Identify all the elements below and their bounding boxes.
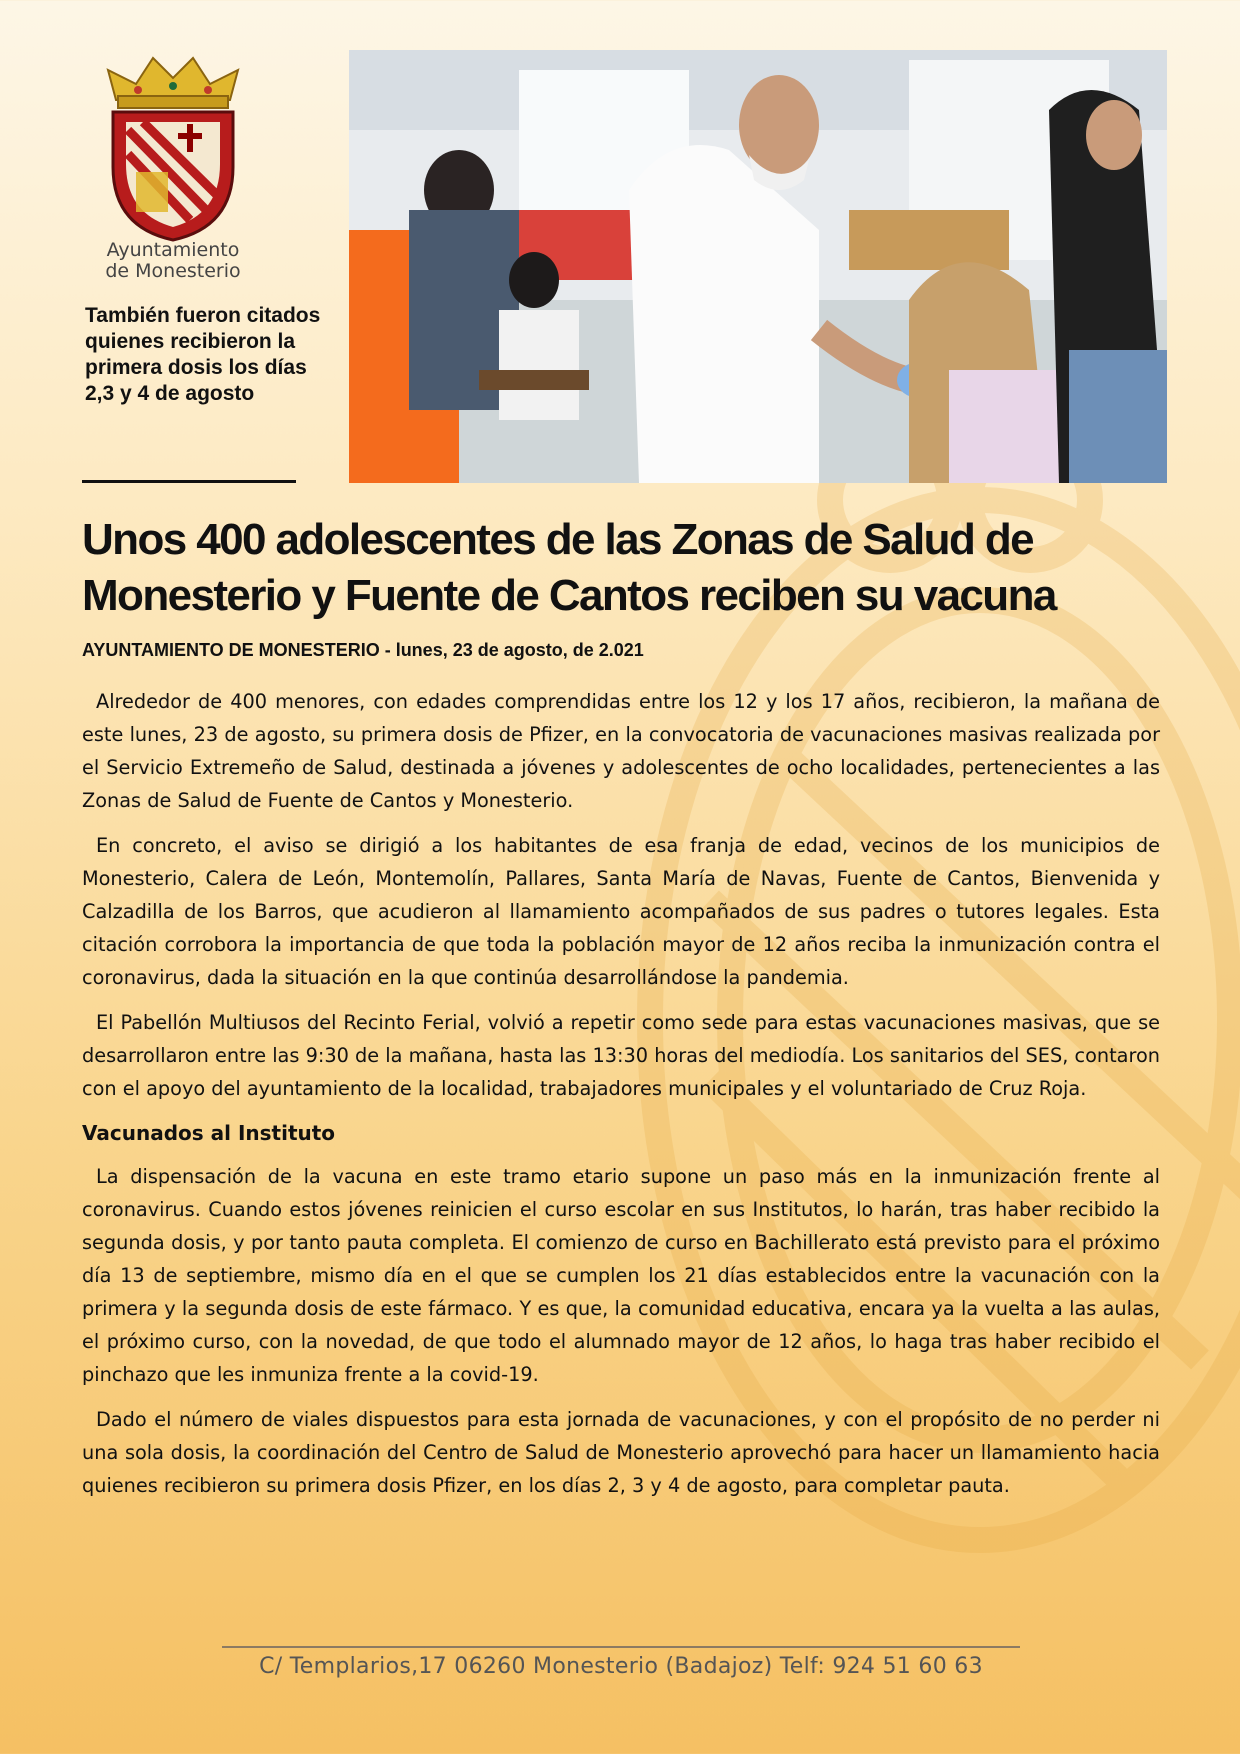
paragraph-5: Dado el número de viales dispuestos para esta jornada de vacunaciones, y con el propósito de no perder ni una sola dosis, la coordinación del Centro de Salud de Monesterio aprovechó para hacer un llamamiento hacia quienes recibieron su primera dosis Pfizer, en los días 2, 3 y 4 de agosto, para completar pauta. [82, 1408, 1160, 1497]
article-body [82, 685, 1160, 1514]
footer-divider [222, 1646, 1020, 1648]
footer-address: C/ Templarios,17 06260 Monesterio (Badajoz) Telf: 924 51 60 63 [259, 1654, 983, 1679]
section-heading: Vacunados al Instituto [82, 1121, 336, 1145]
coat-of-arms-logo [98, 52, 248, 242]
paragraph-1: Alrededor de 400 menores, con edades comprendidas entre los 12 y los 17 años, recibieron, la mañana de este lunes, 23 de agosto, su primera dosis de Pfizer, en la convocatoria de vacunaciones masivas realizada por el Servicio Extremeño de Salud, destinada a jóvenes y adolescentes de ocho localidades, pertenecientes a las Zonas de Salud de Fuente de Cantos y Monesterio. [82, 690, 1160, 812]
paragraph-2: En concreto, el aviso se dirigió a los habitantes de esa franja de edad, vecinos de los municipios de Monesterio, Calera de León, Montemolín, Pallares, Santa María de Navas, Fuente de Cantos, Bienvenida y Calzadilla de los Barros, que acudieron al llamamiento acompañados de sus padres o tutores legales. Esta citación corrobora la importancia de que toda la población mayor de 12 años reciba la inmunización contra el coronavirus, dada la situación en la que continúa desarrollándose la pandemia. [82, 834, 1160, 989]
paragraph-4: La dispensación de la vacuna en este tramo etario supone un paso más en la inmunización frente al coronavirus. Cuando estos jóvenes reinicien el curso escolar en sus Institutos, lo harán, tras haber recibido la segunda dosis, y por tanto pauta completa. El comienzo de curso en Bachillerato está previsto para el próximo día 13 de septiembre, mismo día en el que se cumplen los 21 días establecidos entre la vacunación con la primera y la segunda dosis de este fármaco. Y es que, la comunidad educativa, encara ya la vuelta a las aulas, el próximo curso, con la novedad, de que todo el alumnado mayor de 12 años, lo haga tras haber recibido el pinchazo que les inmuniza frente a la covid-19. [82, 1165, 1160, 1386]
municipality-name [92, 240, 254, 282]
article-title: Unos 400 adolescentes de las Zonas de Salud de Monesterio y Fuente de Cantos reciben su vacuna [82, 515, 1056, 620]
side-divider [82, 480, 296, 483]
organization-line-2: de Monesterio [105, 260, 241, 282]
byline: AYUNTAMIENTO DE MONESTERIO - lunes, 23 de agosto, de 2.021 [82, 640, 644, 660]
organization-line-1: Ayuntamiento [106, 239, 240, 261]
side-note: También fueron citados quienes recibieron la primera dosis los días 2,3 y 4 de agosto [85, 304, 321, 405]
vaccination-photo [349, 50, 1167, 483]
paragraph-3: El Pabellón Multiusos del Recinto Ferial, volvió a repetir como sede para estas vacunaciones masivas, que se desarrollaron entre las 9:30 de la mañana, hasta las 13:30 horas del mediodía. Los sanitarios del SES, contaron con el apoyo del ayuntamiento de la localidad, trabajadores municipales y el voluntariado de Cruz Roja. [82, 1011, 1160, 1100]
